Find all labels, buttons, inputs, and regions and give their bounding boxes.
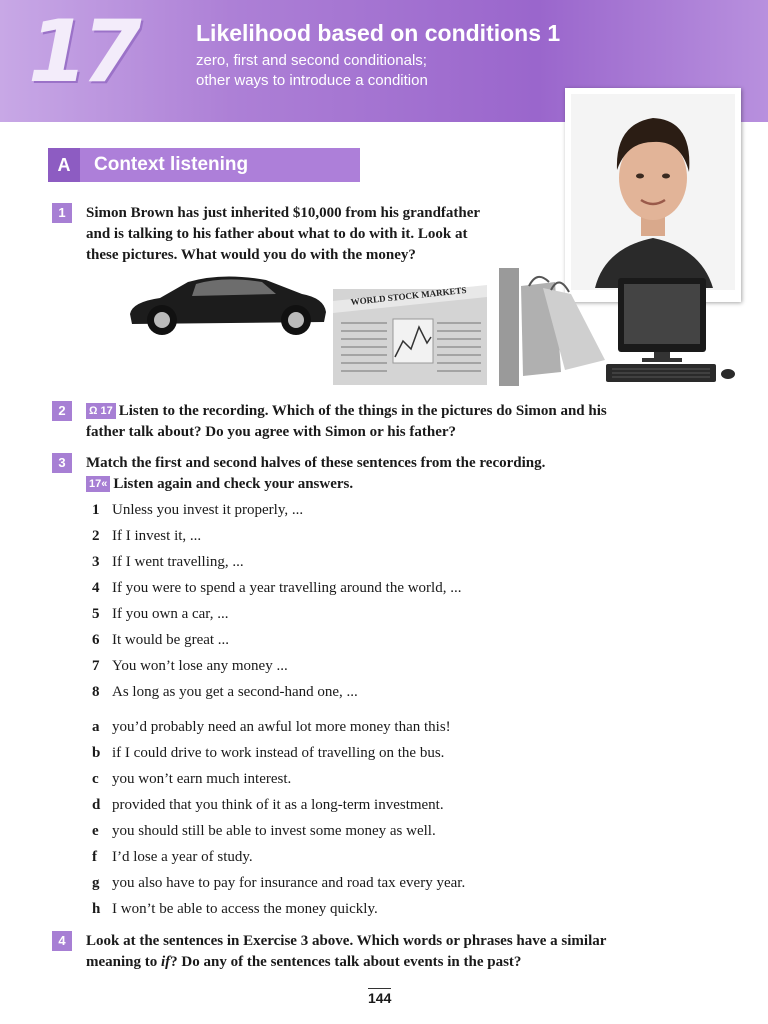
exercise-3-number: 3 [52, 453, 72, 473]
shopping-bags-picture [499, 268, 607, 386]
computer-picture [606, 278, 738, 384]
newspaper-headline: WORLD STOCK MARKETS [350, 284, 467, 307]
unit-subtitle-line2: other ways to introduce a condition [196, 72, 428, 89]
page-number: 144 [368, 990, 392, 1006]
exercise-2-line: Listen to the recording. Which of the things in the pictures do Simon and his [118, 403, 607, 419]
unit-title: Likelihood based on conditions 1 [196, 20, 561, 46]
first-half-item: 7 You won’t lose any money ... [92, 658, 288, 674]
second-half-item: b if I could drive to work instead of travelling on the bus. [92, 745, 445, 761]
exercise-3-instructions [86, 453, 545, 495]
section-title: Context listening [94, 154, 249, 175]
first-half-item: 3 If I went travelling, ... [92, 554, 244, 570]
second-half-item: e you should still be able to invest some money as well. [92, 823, 436, 839]
exercise-2-number: 2 [52, 401, 72, 421]
first-half-item: 5 If you own a car, ... [92, 606, 229, 622]
second-half-item: c you won’t earn much interest. [92, 771, 292, 787]
exercise-2-line: father talk about? Do you agree with Simon or his father? [86, 424, 457, 440]
exercise-1-line: these pictures. What would you do with the money? [86, 247, 416, 263]
unit-number: 17 [28, 2, 136, 102]
section-a-header [48, 148, 360, 182]
sports-car-picture [126, 268, 330, 340]
second-half-item: h I won’t be able to access the money quickly. [92, 901, 378, 917]
exercise-1-line: Simon Brown has just inherited $10,000 from his grandfather [86, 205, 481, 221]
exercise-4-line: Look at the sentences in Exercise 3 above. Which words or phrases have a similar [86, 933, 607, 949]
section-letter: A [48, 148, 80, 182]
unit-subtitle-line1: zero, first and second conditionals; [196, 52, 427, 69]
exercise-2-instructions [86, 401, 607, 443]
audio-track-icon[interactable]: 17« [86, 476, 110, 492]
audio-track-icon[interactable]: Ω 17 [86, 403, 116, 419]
exercise-4-line: meaning to if? Do any of the sentences talk about events in the past? [86, 954, 522, 970]
exercise-1-number: 1 [52, 203, 72, 223]
exercise-3-line: Listen again and check your answers. [113, 476, 354, 492]
exercise-1-instructions [86, 203, 480, 266]
second-half-item: f I’d lose a year of study. [92, 849, 253, 865]
first-half-item: 1 Unless you invest it properly, ... [92, 502, 304, 518]
second-half-item: g you also have to pay for insurance and road tax every year. [92, 875, 466, 891]
first-half-item: 4 If you were to spend a year travelling around the world, ... [92, 580, 462, 596]
first-half-item: 6 It would be great ... [92, 632, 230, 648]
first-half-item: 8 As long as you get a second-hand one, ... [92, 684, 358, 700]
second-half-item: a you’d probably need an awful lot more money than this! [92, 719, 451, 735]
second-half-item: d provided that you think of it as a long-term investment. [92, 797, 444, 813]
exercise-4-instructions [86, 931, 606, 973]
exercise-4-number: 4 [52, 931, 72, 951]
exercise-1-line: and is talking to his father about what to do with it. Look at [86, 226, 468, 242]
stock-market-newspaper-picture [333, 283, 489, 385]
exercise-3-line: Match the first and second halves of these sentences from the recording. [86, 455, 546, 471]
first-half-item: 2 If I invest it, ... [92, 528, 202, 544]
